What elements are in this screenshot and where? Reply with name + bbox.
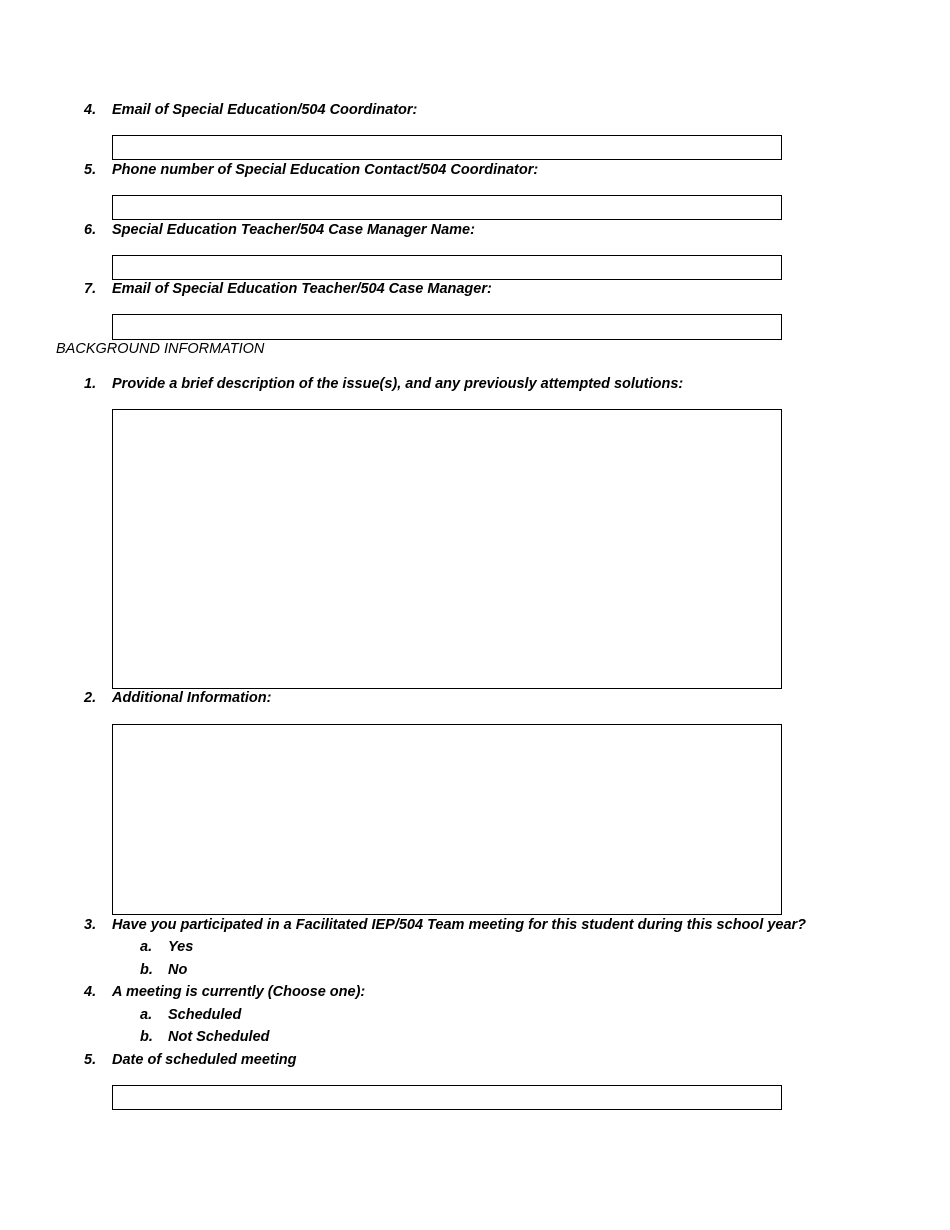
option-label: Not Scheduled: [168, 1029, 270, 1045]
option-letter: a.: [140, 939, 153, 955]
option-letter: a.: [140, 1007, 153, 1023]
question-number: 3.: [84, 917, 97, 933]
additional-information-textarea[interactable]: [112, 724, 782, 915]
option-label: Scheduled: [168, 1007, 242, 1023]
question-number: 1.: [84, 376, 97, 392]
phone-coordinator-field[interactable]: [112, 195, 782, 220]
section-heading-background: BACKGROUND INFORMATION: [56, 341, 265, 357]
option-label: No: [168, 962, 188, 978]
question-number: 5.: [84, 162, 97, 178]
question-label: A meeting is currently (Choose one):: [112, 984, 366, 1000]
question-label: Have you participated in a Facilitated IEP/504 Team meeting for this student during this school year?: [112, 917, 807, 933]
question-number: 5.: [84, 1052, 97, 1068]
question-label: Special Education Teacher/504 Case Manager Name:: [112, 222, 475, 238]
option-letter: b.: [140, 1029, 153, 1045]
question-label: Email of Special Education Teacher/504 Case Manager:: [112, 281, 492, 297]
option-letter: b.: [140, 962, 153, 978]
question-label: Email of Special Education/504 Coordinator:: [112, 102, 418, 118]
question-label: Phone number of Special Education Contact/504 Coordinator:: [112, 162, 539, 178]
case-manager-email-field[interactable]: [112, 314, 782, 340]
question-number: 6.: [84, 222, 97, 238]
question-number: 7.: [84, 281, 97, 297]
case-manager-name-field[interactable]: [112, 255, 782, 280]
email-coordinator-field[interactable]: [112, 135, 782, 160]
question-number: 2.: [84, 690, 97, 706]
question-label: Provide a brief description of the issue(s), and any previously attempted solutions:: [112, 376, 684, 392]
question-label: Additional Information:: [112, 690, 272, 706]
issue-description-textarea[interactable]: [112, 409, 782, 689]
option-label: Yes: [168, 939, 194, 955]
question-number: 4.: [84, 984, 97, 1000]
meeting-date-field[interactable]: [112, 1085, 782, 1110]
question-number: 4.: [84, 102, 97, 118]
question-label: Date of scheduled meeting: [112, 1052, 297, 1068]
